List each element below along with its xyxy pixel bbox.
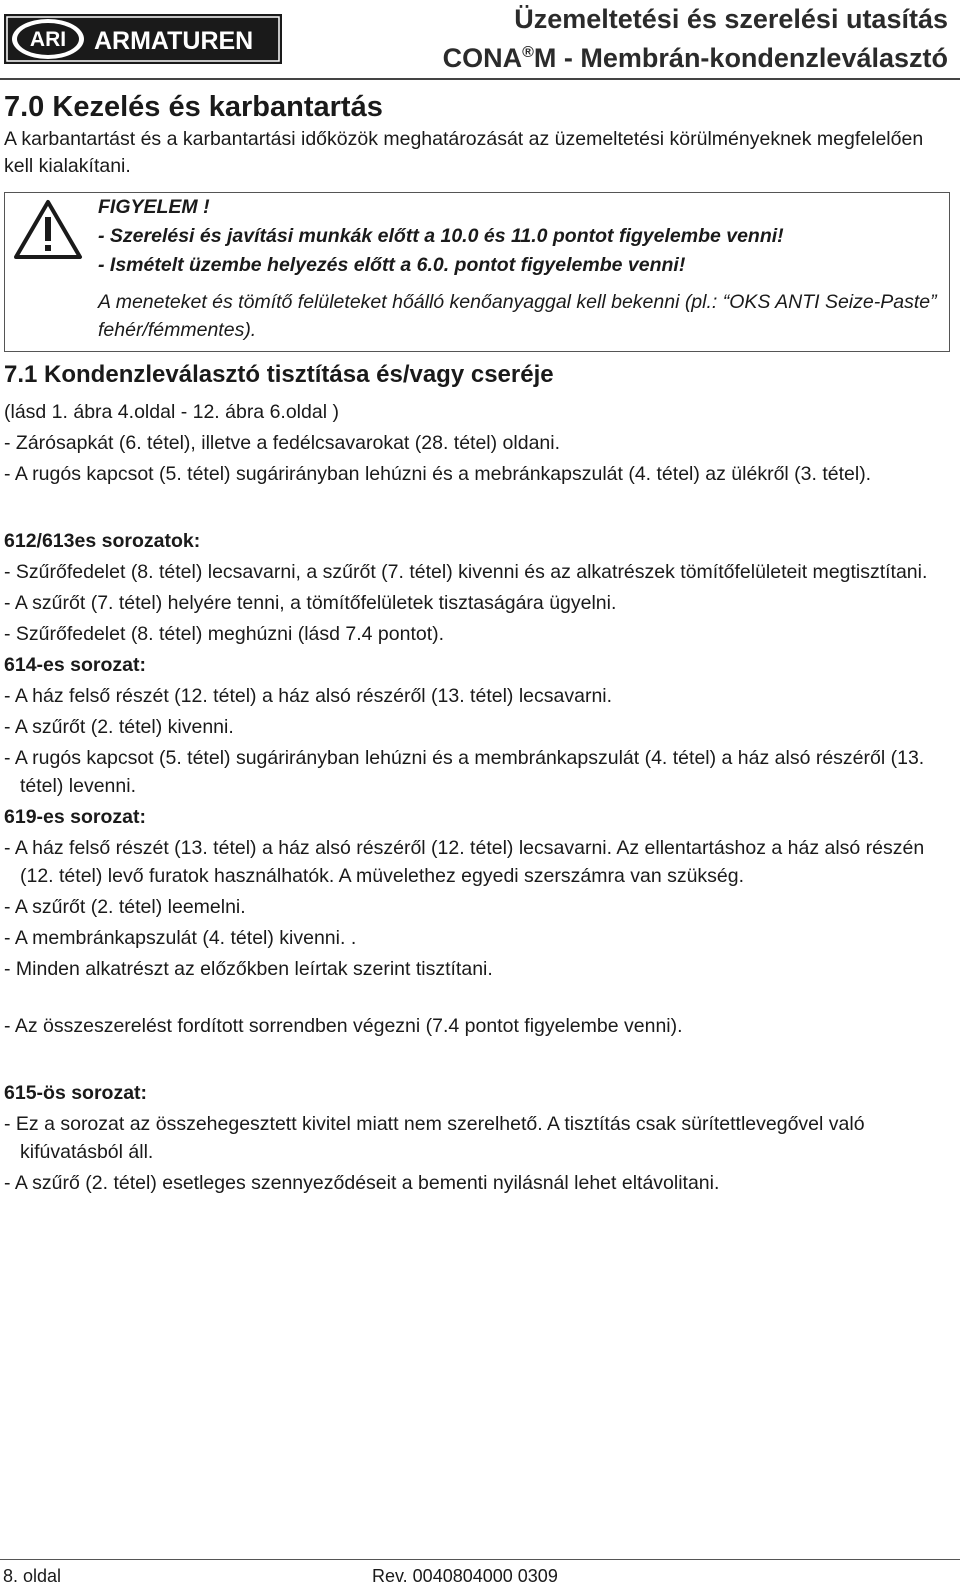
section-7-1-heading: 7.1 Kondenzleválasztó tisztítása és/vagy cseréje xyxy=(4,361,554,388)
warning-line-2: - Ismételt üzembe helyezés előtt a 6.0. pontot figyelembe venni! xyxy=(98,254,686,276)
section-7-heading: 7.0 Kezelés és karbantartás xyxy=(4,91,383,123)
ari-armaturen-logo xyxy=(4,14,282,64)
list-item: - Szűrőfedelet (8. tétel) meghúzni (lásd 7.4 pontot). xyxy=(4,623,445,645)
product-description: M - Membrán-kondenzleválasztó xyxy=(533,43,948,73)
list-item: - A szűrőt (7. tétel) helyére tenni, a tömítőfelületek tisztaságára ügyelni. xyxy=(4,592,617,614)
list-item: - A ház felső részét (13. tétel) a ház alsó részéről (12. tétel) lecsavarni. Az ellentartáshoz a ház alsó részén (12. tétel) levő furatok használhatók. A müvelethez egyedi szerszámra van szükség. xyxy=(4,837,925,887)
series-614-heading: 614-es sorozat: xyxy=(4,654,146,676)
warning-note: A meneteket és tömítő felületeket hőálló kenőanyaggal kell bekenni (pl.: “OKS ANTI Seize-Paste” fehér/fémmentes). xyxy=(98,291,937,341)
series-615-heading: 615-ös sorozat: xyxy=(4,1082,148,1104)
list-item: - A szűrőt (2. tétel) kivenni. xyxy=(4,716,234,738)
list-item: - A ház felső részét (12. tétel) a ház alsó részéről (13. tétel) lecsavarni. xyxy=(4,685,613,707)
svg-text:ARI: ARI xyxy=(29,28,67,51)
page-footer xyxy=(0,1562,960,1589)
series-619-heading: 619-es sorozat: xyxy=(4,806,146,828)
warning-line-1: - Szerelési és javítási munkák előtt a 10.0 és 11.0 pontot figyelembe venni! xyxy=(98,225,784,247)
list-item: - Minden alkatrészt az előzőkben leírtak szerint tisztítani. xyxy=(4,958,493,980)
svg-text:ARMATUREN: ARMATUREN xyxy=(94,27,254,55)
list-item: - A membránkapszulát (4. tétel) kivenni. . xyxy=(4,927,357,949)
list-item: - Ez a sorozat az összehegesztett kivitel miatt nem szerelhető. A tisztítás csak sürítettlevegővel való kifúvatásból áll. xyxy=(4,1113,865,1163)
list-item: - A szűrő (2. tétel) esetleges szennyeződéseit a bementi nyilásnál lehet eltávolitani. xyxy=(4,1172,720,1194)
reassembly-step: - Az összeszerelést fordított sorrendben végezni (7.4 pontot figyelembe venni). xyxy=(4,1015,683,1037)
list-item: - A rugós kapcsot (5. tétel) sugárirányban lehúzni és a membránkapszulát (4. tétel) a ház alsó részéről (13. tétel) levenni. xyxy=(4,747,925,797)
list-item: - A szűrőt (2. tétel) leemelni. xyxy=(4,896,246,918)
header-divider xyxy=(0,78,960,80)
product-name: CONA xyxy=(442,43,523,73)
list-item: - A rugós kapcsot (5. tétel) sugárirányban lehúzni és a mebránkapszulát (4. tétel) az ülékről (3. tétel). xyxy=(4,463,872,485)
figure-reference: (lásd 1. ábra 4.oldal - 12. ábra 6.oldal ) xyxy=(4,401,339,423)
list-item: - Szűrőfedelet (8. tétel) lecsavarni, a szűrőt (7. tétel) kivenni és az alkatrészek tömítőfelületeit megtisztítani. xyxy=(4,561,928,583)
footer-divider xyxy=(0,1559,960,1560)
document-title xyxy=(443,2,948,75)
document-title-line2 xyxy=(443,36,948,75)
series-612-heading: 612/613es sorozatok: xyxy=(4,530,201,552)
revision-number: Rev. 0040804000 0309 xyxy=(372,1566,558,1586)
warning-text xyxy=(98,193,941,344)
document-title-line1: Üzemeltetési és szerelési utasítás xyxy=(514,4,948,34)
warning-box xyxy=(4,192,950,352)
section-7-intro: A karbantartást és a karbantartási időközök meghatározását az üzemeltetési körülményeknek megfelelően kell kialakítani. xyxy=(4,128,924,177)
list-item: - Zárósapkát (6. tétel), illetve a fedélcsavarokat (28. tétel) oldani. xyxy=(4,432,561,454)
registered-mark: ® xyxy=(522,44,534,61)
warning-title: FIGYELEM ! xyxy=(98,196,210,218)
warning-triangle-icon xyxy=(13,199,83,261)
page-header xyxy=(0,0,960,82)
page-number: 8. oldal xyxy=(3,1566,62,1586)
page-content xyxy=(4,88,952,1200)
